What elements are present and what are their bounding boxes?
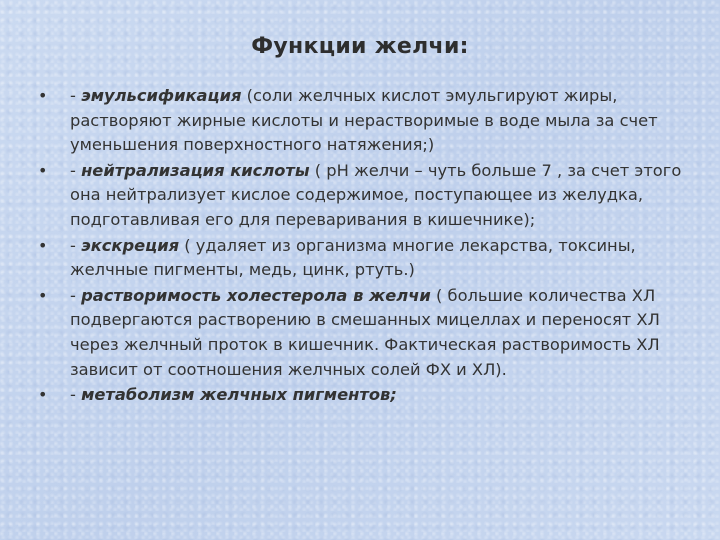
item-text: ( удаляет из организма многие лекарства, токсины, желчные пигменты, медь, цинк, ртуть.) [70,235,636,280]
item-term: растворимость холестерола в желчи [81,285,431,305]
bullet-marker: • [38,160,48,180]
list-item [38,284,688,382]
bullet-marker: • [38,385,48,405]
item-term: экскреция [81,235,180,255]
bullet-marker: • [38,235,48,255]
item-prefix: - [70,160,82,180]
item-term: эмульсификация [81,86,242,105]
bullet-marker: • [38,86,48,105]
list-item [38,383,688,408]
list-item [38,159,688,233]
list-item [38,84,688,158]
item-text: (соли желчных кислот эмульгируют жиры, растворяют жирные кислоты и нерастворимые в воде мыла за счет уменьшения поверхностного натяжения;) [70,86,658,155]
slide-title: Функции желчи: [251,34,469,59]
item-text: ( рН желчи – чуть больше 7 , за счет этого она нейтрализует кислое содержимое, поступающее из желудка, подготавливая его для переваривания в кишечнике); [70,160,682,229]
item-term: метаболизм желчных пигментов; [81,385,397,405]
bullet-list [38,84,688,409]
item-prefix: - [70,86,82,105]
item-prefix: - [70,385,82,405]
bullet-marker: • [38,285,48,305]
item-prefix: - [70,285,82,305]
item-text: ( большие количества ХЛ подвергаются растворению в смешанных мицеллах и переносят ХЛ через желчный проток в кишечник. Фактическая растворимость ХЛ зависит от соотношения желчных солей ФХ и ХЛ). [70,285,660,379]
list-item [38,234,688,283]
item-term: нейтрализация кислоты [81,160,310,180]
item-prefix: - [70,235,82,255]
